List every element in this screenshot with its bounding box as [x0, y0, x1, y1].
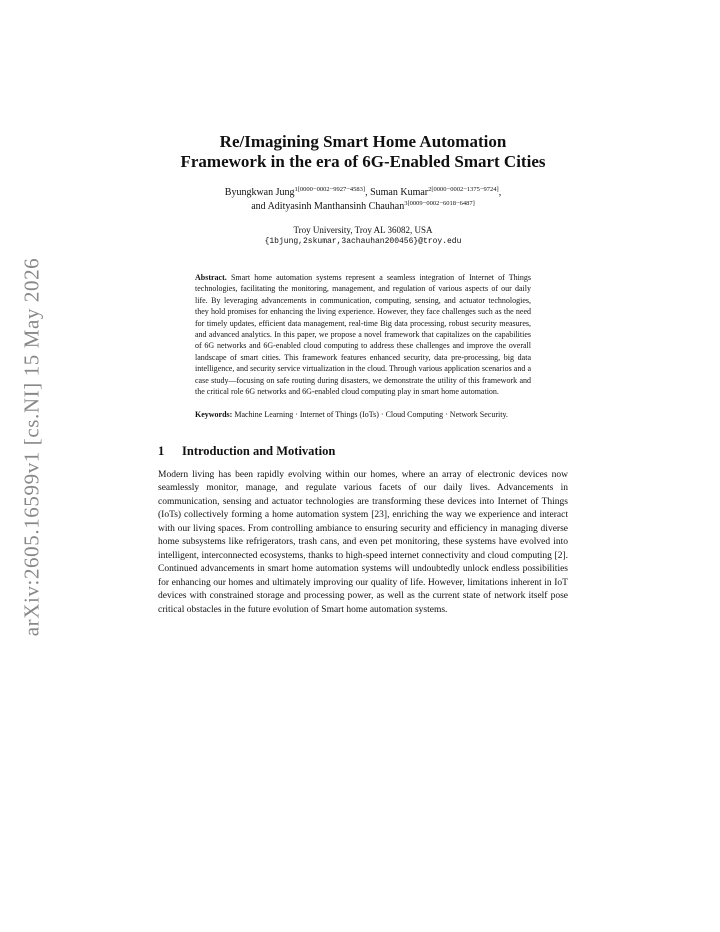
- paper-title: [158, 132, 568, 172]
- title-line-1: Re/Imagining Smart Home Automation: [219, 132, 507, 151]
- intro-paragraph: Modern living has been rapidly evolving within our homes, where an array of electronic devices now seamlessly monitor, manage, and regulate various facets of our daily lives. Advancements in communication, sensing and actuator technologies are transforming these devices into Internet of Things (IoTs) collectively forming a home automation system [23], enriching the way we experience and interact with our living spaces. From controlling ambiance to ensuring security and efficiency in managing diverse home subsystems like refrigerators, trash cans, and even pet monitoring, these systems have evolved into intelligent, interconnected ecosystems, thanks to high-speed internet connectivity and cloud computing [2]. Continued advancements in smart home automation systems will undoubtedly unlock endless possibilities for enhancing our homes and ultimately improving our quality of life. However, limitations inherent in IoT devices with constrained storage and processing power, as well as the current state of network itself pose critical obstacles in the future evolution of Smart home automation systems.: [158, 469, 568, 615]
- author-2-name: Suman Kumar: [370, 187, 429, 198]
- section-heading: [158, 443, 568, 459]
- author-3-orcid: 3[0009−0002−6018−6487]: [404, 200, 475, 207]
- affiliation: Troy University, Troy AL 36082, USA: [293, 225, 433, 235]
- keywords-text: Machine Learning · Internet of Things (IoTs) · Cloud Computing · Network Security.: [234, 410, 508, 420]
- abstract-text: Smart home automation systems represent a seamless integration of Internet of Things technologies, facilitating the monitoring, management, and regulation of various aspects of our daily life. By leveraging advancements in communication, computing, sensing, and actuator technologies, they hold promises for enhancing the living experience. However, they face challenges such as the need for timely updates, efficient data management, real-time Big data processing, robust security measures, and advanced analytics. In this paper, we propose a novel framework that capitalizes on the capabilities of 6G networks and 6G-enabled cloud computing to address these challenges and improve the overall landscape of smart cities. This framework features enhanced security, data pre-processing, big data intelligence, and security service virtualization in the cloud. Through various application scenarios and a case study—focusing on safe routing during disasters, we demonstrate the utility of this framework and the critical role 6G networks and 6G-enabled cloud computing play in smart home automation.: [195, 273, 532, 397]
- abstract: [195, 272, 531, 397]
- title-line-2: Framework in the era of 6G-Enabled Smart Cities: [180, 152, 546, 171]
- author-3-name: and Adityasinh Manthansinh Chauhan: [251, 201, 405, 212]
- author-1-orcid: 1[0000−0002−9927−4583]: [294, 186, 366, 193]
- keywords-label: Keywords:: [195, 410, 233, 420]
- section-title: Introduction and Motivation: [182, 443, 336, 458]
- section-number: 1: [158, 443, 165, 458]
- paper-page: [158, 132, 568, 617]
- arxiv-stamp: arXiv:2605.16599v1 [cs.NI] 15 May 2026: [19, 257, 44, 637]
- keywords: [195, 409, 531, 420]
- author-list: Byungkwan Jung$^{1[0000-0002-9927-4583]}$, Suman Kumar$^{2[0000-0002-1375-9724]}$, and Adityasinh Manthansinh Chauhan$^{3[0009-0002-6018-6487]}$: [224, 186, 502, 212]
- abstract-label: Abstract.: [195, 273, 227, 282]
- author-1-name: Byungkwan Jung: [224, 187, 295, 198]
- author-emails[interactable]: {1bjung,2skumar,3achauhan200456}@troy.edu: [264, 237, 462, 246]
- author-2-orcid: 2[0000−0002−1375−9724]: [428, 186, 499, 193]
